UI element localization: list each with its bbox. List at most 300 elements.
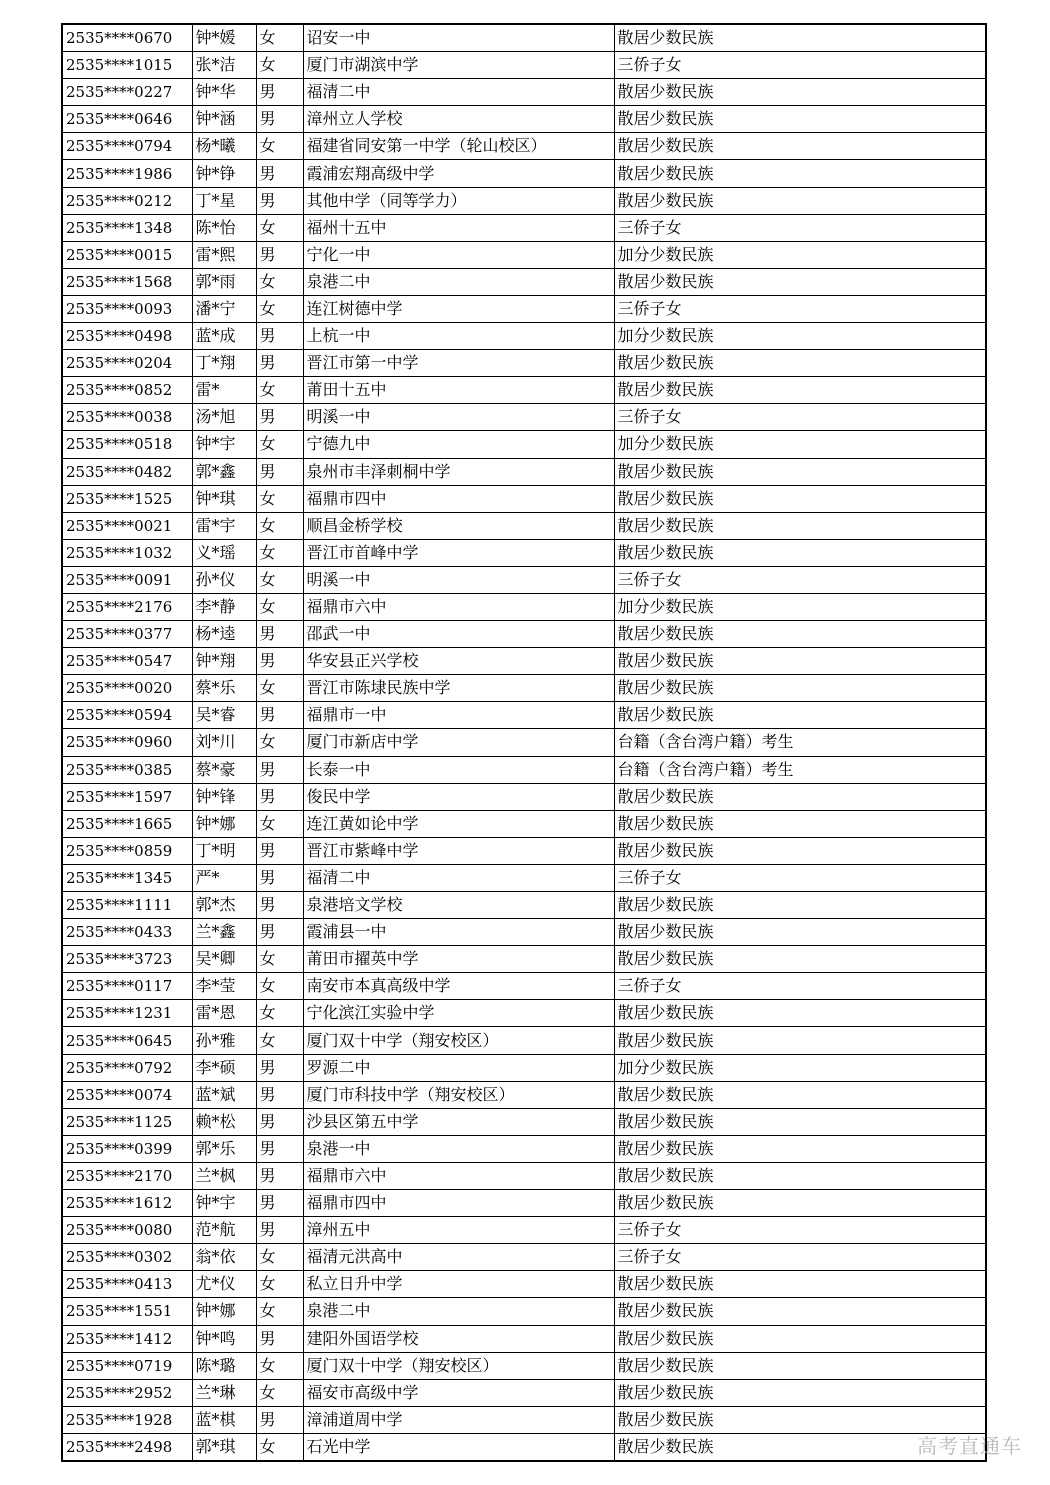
exam-id-cell: 2535****0498	[62, 323, 192, 350]
category-cell: 散居少数民族	[614, 919, 986, 946]
category-cell: 散居少数民族	[614, 1433, 986, 1461]
gender-cell: 女	[256, 1244, 303, 1271]
school-cell: 厦门市科技中学（翔安校区）	[303, 1081, 614, 1108]
exam-id-cell: 2535****0302	[62, 1244, 192, 1271]
name-cell: 潘*宁	[192, 295, 256, 322]
school-cell: 晋江市陈埭民族中学	[303, 675, 614, 702]
table-row	[62, 621, 986, 648]
table-row	[62, 1190, 986, 1217]
table-row	[62, 1325, 986, 1352]
name-cell: 刘*川	[192, 729, 256, 756]
table-row	[62, 1433, 986, 1461]
table-row	[62, 864, 986, 891]
category-cell: 散居少数民族	[614, 1108, 986, 1135]
name-cell: 兰*琳	[192, 1379, 256, 1406]
gender-cell: 男	[256, 1135, 303, 1162]
table-row	[62, 323, 986, 350]
name-cell: 钟*媛	[192, 24, 256, 52]
name-cell: 张*洁	[192, 52, 256, 79]
table-row	[62, 295, 986, 322]
name-cell: 钟*宇	[192, 431, 256, 458]
exam-id-cell: 2535****1125	[62, 1108, 192, 1135]
table-row	[62, 214, 986, 241]
name-cell: 范*航	[192, 1217, 256, 1244]
gender-cell: 男	[256, 1108, 303, 1135]
exam-id-cell: 2535****2498	[62, 1433, 192, 1461]
name-cell: 郭*鑫	[192, 458, 256, 485]
gender-cell: 男	[256, 1325, 303, 1352]
name-cell: 李*莹	[192, 973, 256, 1000]
exam-id-cell: 2535****1032	[62, 539, 192, 566]
category-cell: 三侨子女	[614, 1217, 986, 1244]
gender-cell: 女	[256, 295, 303, 322]
school-cell: 沙县区第五中学	[303, 1108, 614, 1135]
watermark-text: 高考直通车	[917, 1434, 1022, 1458]
table-row	[62, 892, 986, 919]
gender-cell: 女	[256, 431, 303, 458]
name-cell: 钟*华	[192, 79, 256, 106]
category-cell: 三侨子女	[614, 973, 986, 1000]
category-cell: 散居少数民族	[614, 485, 986, 512]
school-cell: 泉港二中	[303, 1298, 614, 1325]
gender-cell: 男	[256, 702, 303, 729]
category-cell: 散居少数民族	[614, 268, 986, 295]
school-cell: 连江树德中学	[303, 295, 614, 322]
school-cell: 漳州五中	[303, 1217, 614, 1244]
name-cell: 郭*琪	[192, 1433, 256, 1461]
gender-cell: 男	[256, 160, 303, 187]
school-cell: 其他中学（同等学力）	[303, 187, 614, 214]
table-row	[62, 675, 986, 702]
table-row	[62, 485, 986, 512]
category-cell: 散居少数民族	[614, 1027, 986, 1054]
school-cell: 霞浦县一中	[303, 919, 614, 946]
category-cell: 散居少数民族	[614, 1406, 986, 1433]
school-cell: 福鼎市一中	[303, 702, 614, 729]
table-row	[62, 1298, 986, 1325]
school-cell: 福清二中	[303, 79, 614, 106]
school-cell: 福建省同安第一中学（轮山校区）	[303, 133, 614, 160]
gender-cell: 男	[256, 350, 303, 377]
school-cell: 南安市本真高级中学	[303, 973, 614, 1000]
exam-id-cell: 2535****0204	[62, 350, 192, 377]
category-cell: 散居少数民族	[614, 1271, 986, 1298]
school-cell: 晋江市第一中学	[303, 350, 614, 377]
school-cell: 福鼎市六中	[303, 1162, 614, 1189]
category-cell: 散居少数民族	[614, 621, 986, 648]
category-cell: 散居少数民族	[614, 350, 986, 377]
school-cell: 建阳外国语学校	[303, 1325, 614, 1352]
school-cell: 石光中学	[303, 1433, 614, 1461]
gender-cell: 男	[256, 783, 303, 810]
name-cell: 蓝*成	[192, 323, 256, 350]
name-cell: 尤*仪	[192, 1271, 256, 1298]
school-cell: 福鼎市六中	[303, 593, 614, 620]
table-row	[62, 1406, 986, 1433]
category-cell: 散居少数民族	[614, 810, 986, 837]
category-cell: 三侨子女	[614, 52, 986, 79]
gender-cell: 女	[256, 512, 303, 539]
category-cell: 散居少数民族	[614, 892, 986, 919]
exam-id-cell: 2535****0646	[62, 106, 192, 133]
school-cell: 厦门双十中学（翔安校区）	[303, 1027, 614, 1054]
category-cell: 散居少数民族	[614, 648, 986, 675]
gender-cell: 女	[256, 1379, 303, 1406]
table-row	[62, 1027, 986, 1054]
category-cell: 散居少数民族	[614, 377, 986, 404]
table-row	[62, 593, 986, 620]
school-cell: 福州十五中	[303, 214, 614, 241]
gender-cell: 女	[256, 566, 303, 593]
gender-cell: 女	[256, 973, 303, 1000]
gender-cell: 女	[256, 1352, 303, 1379]
school-cell: 明溪一中	[303, 404, 614, 431]
exam-id-cell: 2535****0547	[62, 648, 192, 675]
gender-cell: 男	[256, 106, 303, 133]
category-cell: 加分少数民族	[614, 431, 986, 458]
table-row	[62, 377, 986, 404]
gender-cell: 女	[256, 1433, 303, 1461]
school-cell: 霞浦宏翔高级中学	[303, 160, 614, 187]
name-cell: 雷*	[192, 377, 256, 404]
category-cell: 散居少数民族	[614, 783, 986, 810]
category-cell: 散居少数民族	[614, 1081, 986, 1108]
table-row	[62, 350, 986, 377]
category-cell: 散居少数民族	[614, 539, 986, 566]
name-cell: 陈*璐	[192, 1352, 256, 1379]
gender-cell: 男	[256, 1406, 303, 1433]
exam-id-cell: 2535****1412	[62, 1325, 192, 1352]
exam-id-cell: 2535****2176	[62, 593, 192, 620]
exam-id-cell: 2535****1348	[62, 214, 192, 241]
gender-cell: 男	[256, 892, 303, 919]
school-cell: 晋江市紫峰中学	[303, 837, 614, 864]
table-row	[62, 1352, 986, 1379]
gender-cell: 男	[256, 404, 303, 431]
name-cell: 吴*睿	[192, 702, 256, 729]
table-row	[62, 729, 986, 756]
gender-cell: 女	[256, 268, 303, 295]
table-row	[62, 1081, 986, 1108]
name-cell: 丁*明	[192, 837, 256, 864]
exam-id-cell: 2535****1015	[62, 52, 192, 79]
table-row	[62, 783, 986, 810]
table-row	[62, 648, 986, 675]
category-cell: 散居少数民族	[614, 1135, 986, 1162]
name-cell: 钟*涵	[192, 106, 256, 133]
category-cell: 散居少数民族	[614, 946, 986, 973]
school-cell: 厦门双十中学（翔安校区）	[303, 1352, 614, 1379]
gender-cell: 女	[256, 539, 303, 566]
category-cell: 散居少数民族	[614, 1000, 986, 1027]
table-row	[62, 79, 986, 106]
table-row	[62, 1000, 986, 1027]
exam-id-cell: 2535****0015	[62, 241, 192, 268]
category-cell: 三侨子女	[614, 404, 986, 431]
gender-cell: 男	[256, 458, 303, 485]
table-row	[62, 458, 986, 485]
table-row	[62, 810, 986, 837]
table-row	[62, 837, 986, 864]
name-cell: 钟*鸣	[192, 1325, 256, 1352]
school-cell: 宁德九中	[303, 431, 614, 458]
school-cell: 厦门市新店中学	[303, 729, 614, 756]
table-row	[62, 1379, 986, 1406]
exam-id-cell: 2535****0594	[62, 702, 192, 729]
exam-id-cell: 2535****1551	[62, 1298, 192, 1325]
gender-cell: 女	[256, 133, 303, 160]
exam-id-cell: 2535****1231	[62, 1000, 192, 1027]
student-list-table	[61, 23, 987, 1462]
exam-id-cell: 2535****1612	[62, 1190, 192, 1217]
category-cell: 加分少数民族	[614, 323, 986, 350]
name-cell: 丁*星	[192, 187, 256, 214]
exam-id-cell: 2535****2170	[62, 1162, 192, 1189]
category-cell: 三侨子女	[614, 295, 986, 322]
table-row	[62, 133, 986, 160]
name-cell: 汤*旭	[192, 404, 256, 431]
exam-id-cell: 2535****1928	[62, 1406, 192, 1433]
category-cell: 加分少数民族	[614, 1054, 986, 1081]
school-cell: 福清元洪高中	[303, 1244, 614, 1271]
gender-cell: 男	[256, 919, 303, 946]
table-row	[62, 106, 986, 133]
school-cell: 连江黄如论中学	[303, 810, 614, 837]
gender-cell: 女	[256, 24, 303, 52]
table-row	[62, 404, 986, 431]
name-cell: 钟*娜	[192, 1298, 256, 1325]
exam-id-cell: 2535****1525	[62, 485, 192, 512]
exam-id-cell: 2535****0413	[62, 1271, 192, 1298]
gender-cell: 女	[256, 52, 303, 79]
table-row	[62, 566, 986, 593]
category-cell: 台籍（含台湾户籍）考生	[614, 729, 986, 756]
table-row	[62, 1271, 986, 1298]
exam-id-cell: 2535****1597	[62, 783, 192, 810]
table-row	[62, 1108, 986, 1135]
name-cell: 钟*铮	[192, 160, 256, 187]
name-cell: 李*硕	[192, 1054, 256, 1081]
exam-id-cell: 2535****1986	[62, 160, 192, 187]
name-cell: 雷*恩	[192, 1000, 256, 1027]
gender-cell: 男	[256, 648, 303, 675]
gender-cell: 男	[256, 187, 303, 214]
exam-id-cell: 2535****0670	[62, 24, 192, 52]
gender-cell: 男	[256, 323, 303, 350]
category-cell: 散居少数民族	[614, 1190, 986, 1217]
gender-cell: 男	[256, 1217, 303, 1244]
exam-id-cell: 2535****0080	[62, 1217, 192, 1244]
category-cell: 散居少数民族	[614, 160, 986, 187]
exam-id-cell: 2535****0645	[62, 1027, 192, 1054]
exam-id-cell: 2535****0227	[62, 79, 192, 106]
category-cell: 散居少数民族	[614, 133, 986, 160]
table-row	[62, 1244, 986, 1271]
gender-cell: 女	[256, 214, 303, 241]
exam-id-cell: 2535****0021	[62, 512, 192, 539]
school-cell: 明溪一中	[303, 566, 614, 593]
name-cell: 翁*依	[192, 1244, 256, 1271]
name-cell: 兰*鑫	[192, 919, 256, 946]
school-cell: 诏安一中	[303, 24, 614, 52]
exam-id-cell: 2535****0038	[62, 404, 192, 431]
category-cell: 散居少数民族	[614, 837, 986, 864]
exam-id-cell: 2535****0093	[62, 295, 192, 322]
exam-id-cell: 2535****0385	[62, 756, 192, 783]
gender-cell: 男	[256, 837, 303, 864]
name-cell: 赖*松	[192, 1108, 256, 1135]
school-cell: 私立日升中学	[303, 1271, 614, 1298]
exam-id-cell: 2535****0960	[62, 729, 192, 756]
table-row	[62, 1162, 986, 1189]
name-cell: 丁*翔	[192, 350, 256, 377]
table-row	[62, 946, 986, 973]
school-cell: 罗源二中	[303, 1054, 614, 1081]
table-row	[62, 52, 986, 79]
school-cell: 漳浦道周中学	[303, 1406, 614, 1433]
table-row	[62, 431, 986, 458]
table-row	[62, 973, 986, 1000]
gender-cell: 女	[256, 1000, 303, 1027]
name-cell: 严*	[192, 864, 256, 891]
exam-id-cell: 2535****0091	[62, 566, 192, 593]
school-cell: 宁化滨江实验中学	[303, 1000, 614, 1027]
exam-id-cell: 2535****0117	[62, 973, 192, 1000]
category-cell: 散居少数民族	[614, 24, 986, 52]
gender-cell: 男	[256, 621, 303, 648]
name-cell: 钟*琪	[192, 485, 256, 512]
category-cell: 散居少数民族	[614, 1325, 986, 1352]
gender-cell: 男	[256, 756, 303, 783]
school-cell: 俊民中学	[303, 783, 614, 810]
table-row	[62, 919, 986, 946]
name-cell: 蔡*乐	[192, 675, 256, 702]
gender-cell: 女	[256, 946, 303, 973]
name-cell: 钟*娜	[192, 810, 256, 837]
table-row	[62, 241, 986, 268]
gender-cell: 女	[256, 1298, 303, 1325]
name-cell: 雷*熙	[192, 241, 256, 268]
name-cell: 钟*宇	[192, 1190, 256, 1217]
name-cell: 郭*乐	[192, 1135, 256, 1162]
table-row	[62, 512, 986, 539]
category-cell: 三侨子女	[614, 566, 986, 593]
name-cell: 陈*怡	[192, 214, 256, 241]
exam-id-cell: 2535****0859	[62, 837, 192, 864]
category-cell: 散居少数民族	[614, 79, 986, 106]
table-row	[62, 756, 986, 783]
gender-cell: 女	[256, 377, 303, 404]
school-cell: 长泰一中	[303, 756, 614, 783]
name-cell: 雷*宇	[192, 512, 256, 539]
exam-id-cell: 2535****0020	[62, 675, 192, 702]
school-cell: 泉港培文学校	[303, 892, 614, 919]
name-cell: 兰*枫	[192, 1162, 256, 1189]
gender-cell: 女	[256, 675, 303, 702]
exam-id-cell: 2535****0794	[62, 133, 192, 160]
school-cell: 福鼎市四中	[303, 1190, 614, 1217]
gender-cell: 女	[256, 810, 303, 837]
exam-id-cell: 2535****1568	[62, 268, 192, 295]
exam-id-cell: 2535****0399	[62, 1135, 192, 1162]
exam-id-cell: 2535****0852	[62, 377, 192, 404]
category-cell: 散居少数民族	[614, 1298, 986, 1325]
table-row	[62, 1054, 986, 1081]
category-cell: 加分少数民族	[614, 241, 986, 268]
gender-cell: 男	[256, 1081, 303, 1108]
gender-cell: 女	[256, 1271, 303, 1298]
gender-cell: 女	[256, 1027, 303, 1054]
category-cell: 散居少数民族	[614, 1379, 986, 1406]
name-cell: 蓝*棋	[192, 1406, 256, 1433]
gender-cell: 男	[256, 241, 303, 268]
category-cell: 散居少数民族	[614, 512, 986, 539]
school-cell: 福安市高级中学	[303, 1379, 614, 1406]
gender-cell: 男	[256, 864, 303, 891]
category-cell: 散居少数民族	[614, 106, 986, 133]
school-cell: 顺昌金桥学校	[303, 512, 614, 539]
exam-id-cell: 2535****0518	[62, 431, 192, 458]
school-cell: 福清二中	[303, 864, 614, 891]
name-cell: 钟*翔	[192, 648, 256, 675]
name-cell: 李*静	[192, 593, 256, 620]
name-cell: 吴*卿	[192, 946, 256, 973]
exam-id-cell: 2535****3723	[62, 946, 192, 973]
exam-id-cell: 2535****1345	[62, 864, 192, 891]
name-cell: 蓝*斌	[192, 1081, 256, 1108]
table-row	[62, 1217, 986, 1244]
gender-cell: 女	[256, 729, 303, 756]
table-row	[62, 160, 986, 187]
exam-id-cell: 2535****0433	[62, 919, 192, 946]
school-cell: 华安县正兴学校	[303, 648, 614, 675]
category-cell: 三侨子女	[614, 1244, 986, 1271]
name-cell: 义*瑶	[192, 539, 256, 566]
school-cell: 上杭一中	[303, 323, 614, 350]
gender-cell: 男	[256, 1162, 303, 1189]
school-cell: 泉港一中	[303, 1135, 614, 1162]
category-cell: 散居少数民族	[614, 458, 986, 485]
school-cell: 厦门市湖滨中学	[303, 52, 614, 79]
school-cell: 莆田十五中	[303, 377, 614, 404]
exam-id-cell: 2535****0212	[62, 187, 192, 214]
category-cell: 三侨子女	[614, 864, 986, 891]
category-cell: 散居少数民族	[614, 1162, 986, 1189]
school-cell: 宁化一中	[303, 241, 614, 268]
exam-id-cell: 2535****0792	[62, 1054, 192, 1081]
name-cell: 蔡*豪	[192, 756, 256, 783]
gender-cell: 女	[256, 485, 303, 512]
table-body	[62, 24, 986, 1461]
table-row	[62, 187, 986, 214]
school-cell: 莆田市擢英中学	[303, 946, 614, 973]
gender-cell: 女	[256, 593, 303, 620]
table-row	[62, 1135, 986, 1162]
exam-id-cell: 2535****1665	[62, 810, 192, 837]
category-cell: 加分少数民族	[614, 593, 986, 620]
table-row	[62, 268, 986, 295]
gender-cell: 男	[256, 1054, 303, 1081]
school-cell: 泉港二中	[303, 268, 614, 295]
exam-id-cell: 2535****2952	[62, 1379, 192, 1406]
category-cell: 散居少数民族	[614, 187, 986, 214]
gender-cell: 男	[256, 79, 303, 106]
exam-id-cell: 2535****0719	[62, 1352, 192, 1379]
school-cell: 漳州立人学校	[303, 106, 614, 133]
exam-id-cell: 2535****1111	[62, 892, 192, 919]
exam-id-cell: 2535****0377	[62, 621, 192, 648]
name-cell: 郭*杰	[192, 892, 256, 919]
